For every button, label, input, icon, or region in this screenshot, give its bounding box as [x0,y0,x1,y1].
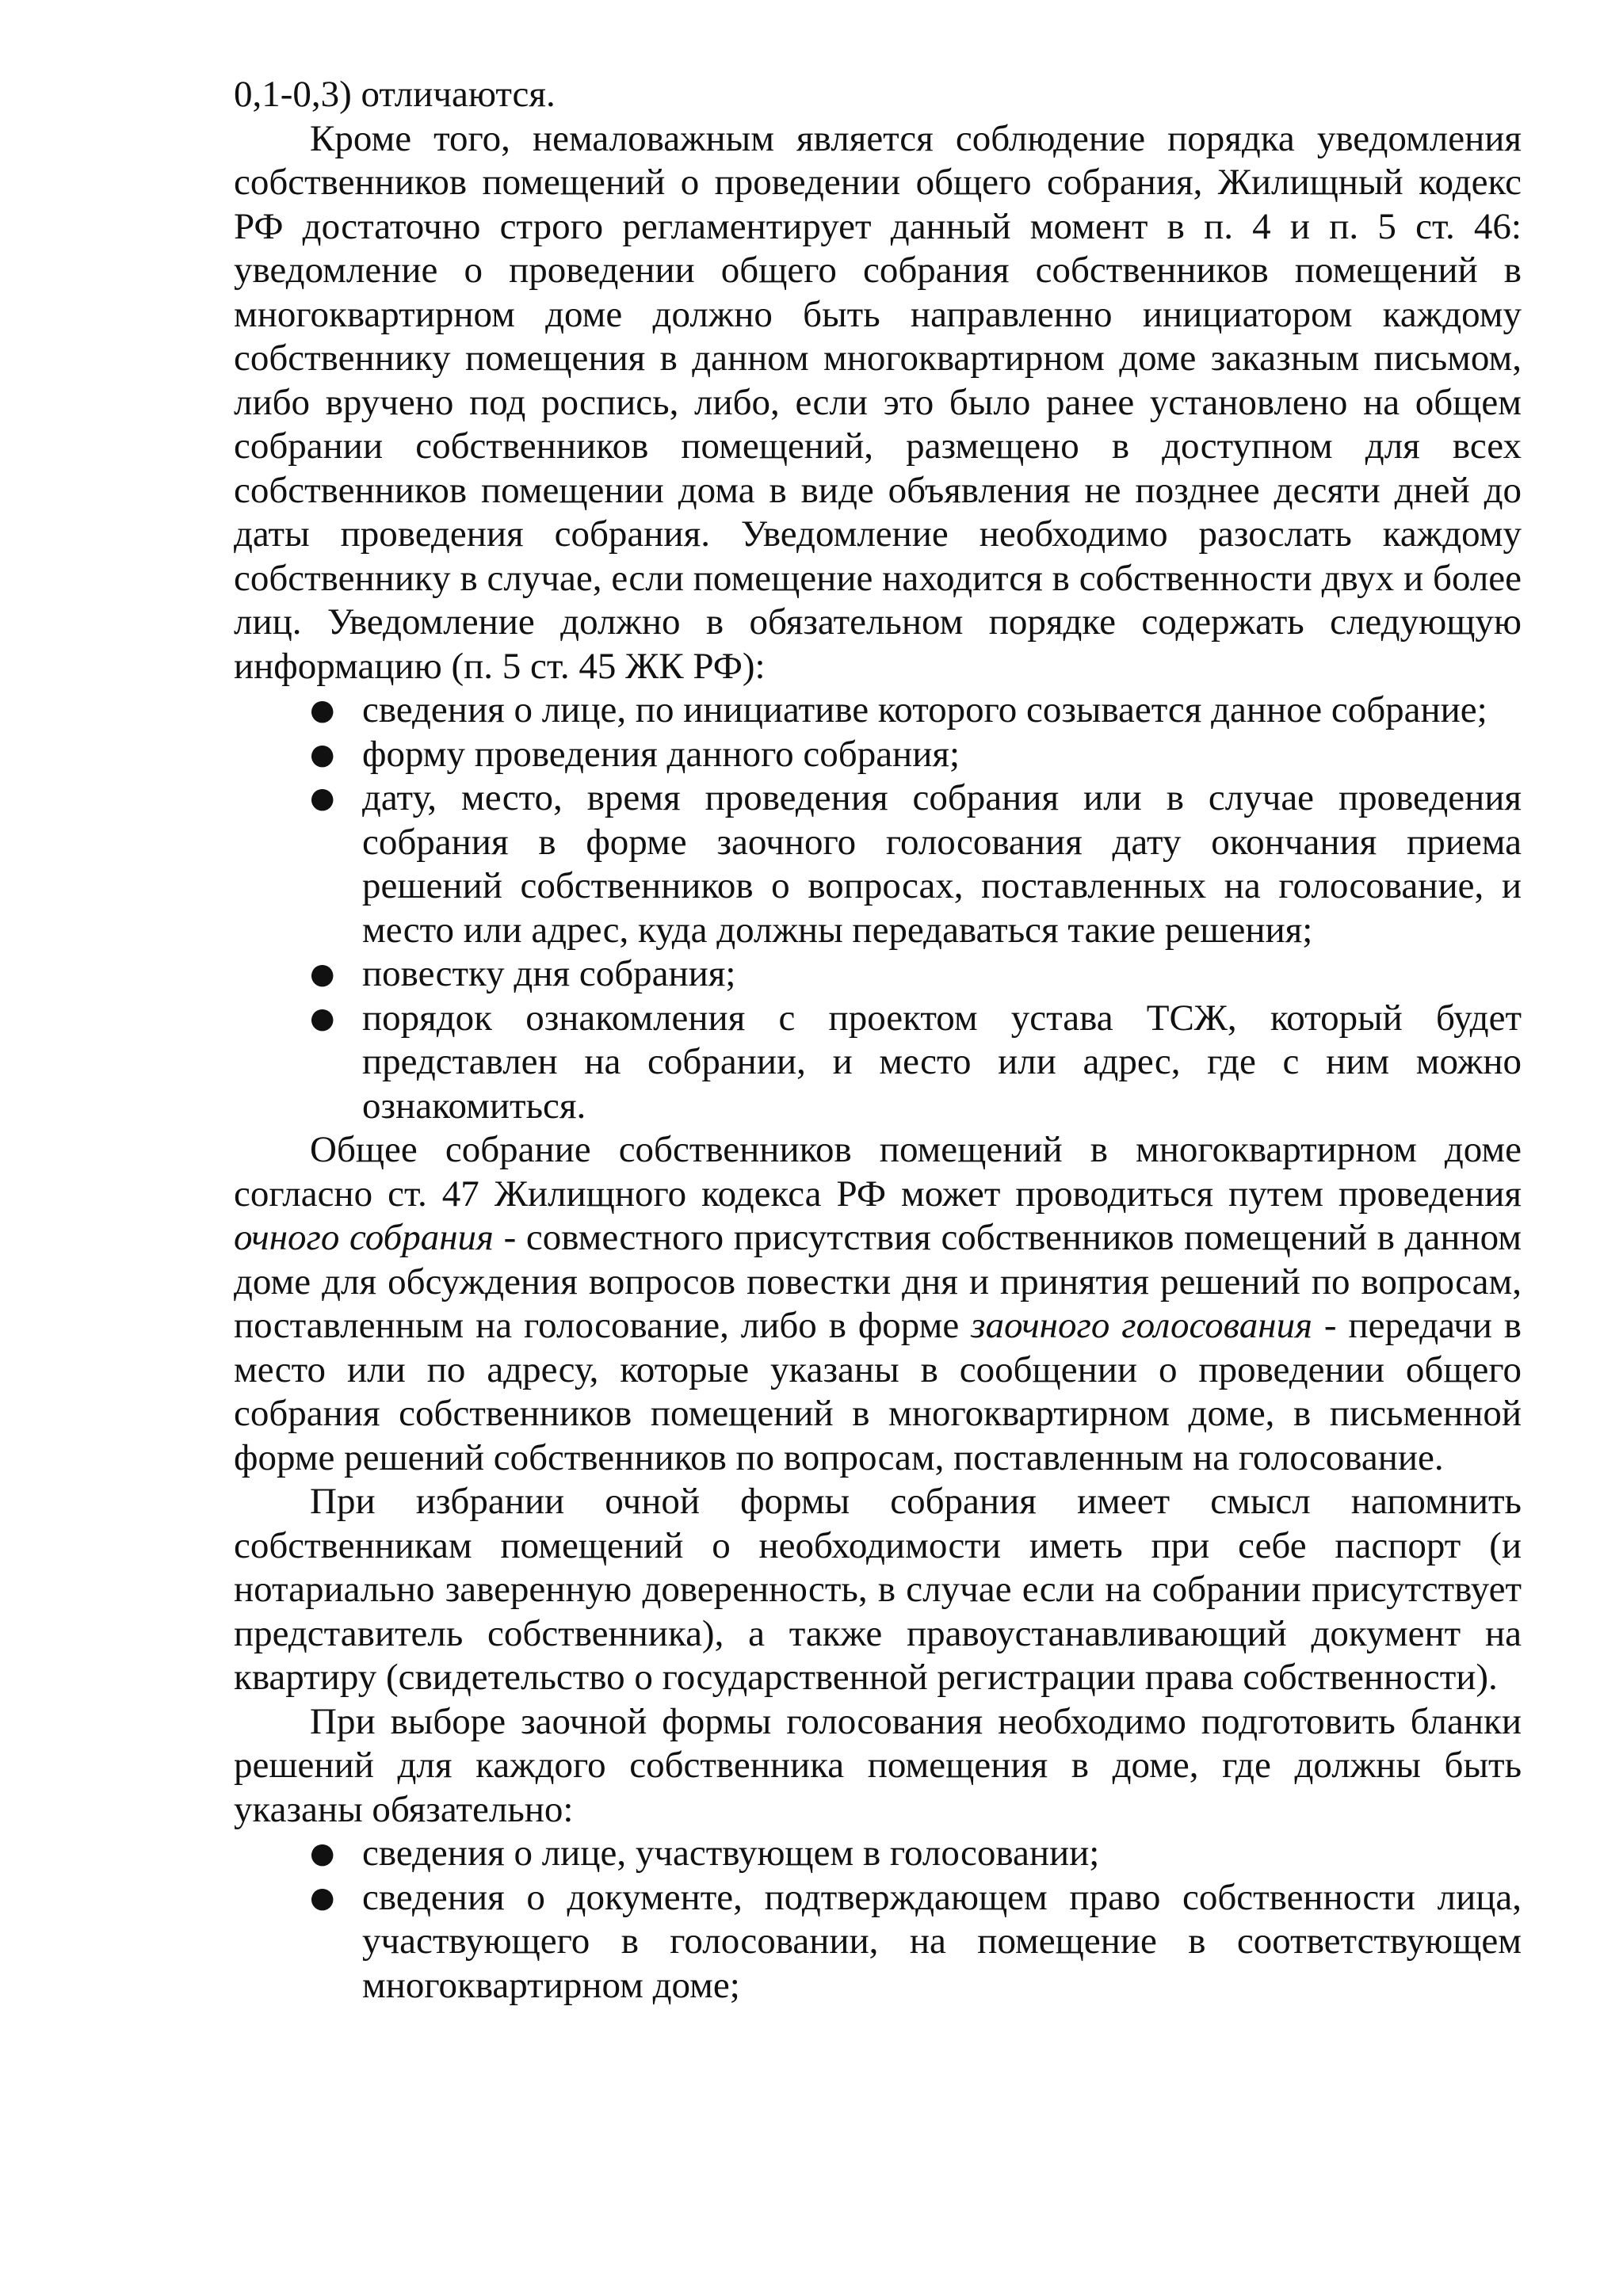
list-item [234,1832,1522,1876]
list-item [234,688,1522,733]
list-item-text: сведения о лице, участвующем в голосовании; [362,1833,1100,1874]
bullet-icon: ● [310,782,335,814]
list-item [234,997,1522,1129]
paragraph-absentee-forms: При выборе заочной формы голосования необходимо подготовить бланки решений для каждого собственника помещения в доме, где должны быть указаны обязательно: [234,1700,1522,1830]
bullet-icon: ● [310,1001,335,1035]
text-run: - совместного присутствия собственников помещений в данном доме для обсуждения вопросов повестки дня и принятия решений по вопросам, поставленным на голосование, либо в форме [234,1217,1522,1346]
bullet-icon: ● [310,958,335,990]
list-item-text: форму проведения данного собрания; [362,733,960,775]
bullet-icon: ● [310,1837,335,1870]
text-run: Общее собрание собственников помещений в многоквартирном доме согласно ст. 47 Жилищного кодекса РФ может проводиться путем проведения [234,1129,1522,1215]
document-page [234,73,1522,2008]
bullet-icon: ● [310,738,335,771]
paragraph-notification-order: Кроме того, немаловажным является соблюдение порядка уведомления собственников помещений о проведении общего собрания, Жилищный кодекс РФ достаточно строго регламентирует данный момент в п. 4 и п. 5 ст. 46: уведомление о проведении общего собрания собственников помещений в многоквартирном доме должно быть направленно инициатором каждому собственнику помещения в данном многоквартирном доме заказным письмом, либо вручено под роспись, либо, если это было ранее установлено на общем собрании собственников помещений, размещено в доступном для всех собственников помещении дома в виде объявления не позднее десяти дней до даты проведения собрания. Уведомление необходимо разослать каждому собственнику в случае, если помещение находится в собственности двух и более лиц. Уведомление должно в обязательном порядке содержать следующую информацию (п. 5 ст. 45 ЖК РФ): [234,117,1522,687]
list-item-text: порядок ознакомления с проектом устава ТСЖ, который будет представлен на собрании, и место или адрес, где с ним можно ознакомиться. [362,997,1522,1127]
list-item [234,776,1522,952]
list-item-text: повестку дня собрания; [362,953,736,994]
list-item [234,952,1522,997]
list-item [234,733,1522,777]
list-item-text: сведения о лице, по инициативе которого созывается данное собрание; [362,689,1487,730]
bullet-icon: ● [310,1881,335,1914]
emphasis-in-person-meeting: очного собрания [234,1217,494,1258]
list-item-text: сведения о документе, подтверждающем право собственности лица, участвующего в голосовании, на помещение в соответствующем многоквартирном доме; [362,1876,1522,2006]
paragraph-in-person-documents: При избрании очной формы собрания имеет смысл напомнить собственникам помещений о необходимости иметь при себе паспорт (и нотариально заверенную доверенность, в случае если на собрании присутствует представитель собственника), а также правоустанавливающий документ на квартиру (свидетельство о государственной регистрации права собственности). [234,1481,1522,1698]
notification-contents-list [234,688,1522,1128]
bullet-icon: ● [310,694,335,727]
paragraph-continuation: 0,1-0,3) отличаются. [234,74,556,115]
list-item [234,1876,1522,2008]
ballot-contents-list [234,1832,1522,2008]
list-item-text: дату, место, время проведения собрания или в случае проведения собрания в форме заочного голосования дату окончания приема решений собственников о вопросах, поставленных на голосование, и место или адрес, куда должны передаваться такие решения; [362,777,1522,951]
paragraph-meeting-forms [234,1128,1522,1480]
text-run: - передачи в место или по адресу, которые указаны в сообщении о проведении общего собрания собственников помещений в многоквартирном доме, в письменной форме решений собственников по вопросам, поставленным на голосование. [234,1305,1522,1478]
emphasis-absentee-voting: заочного голосования [971,1305,1312,1346]
